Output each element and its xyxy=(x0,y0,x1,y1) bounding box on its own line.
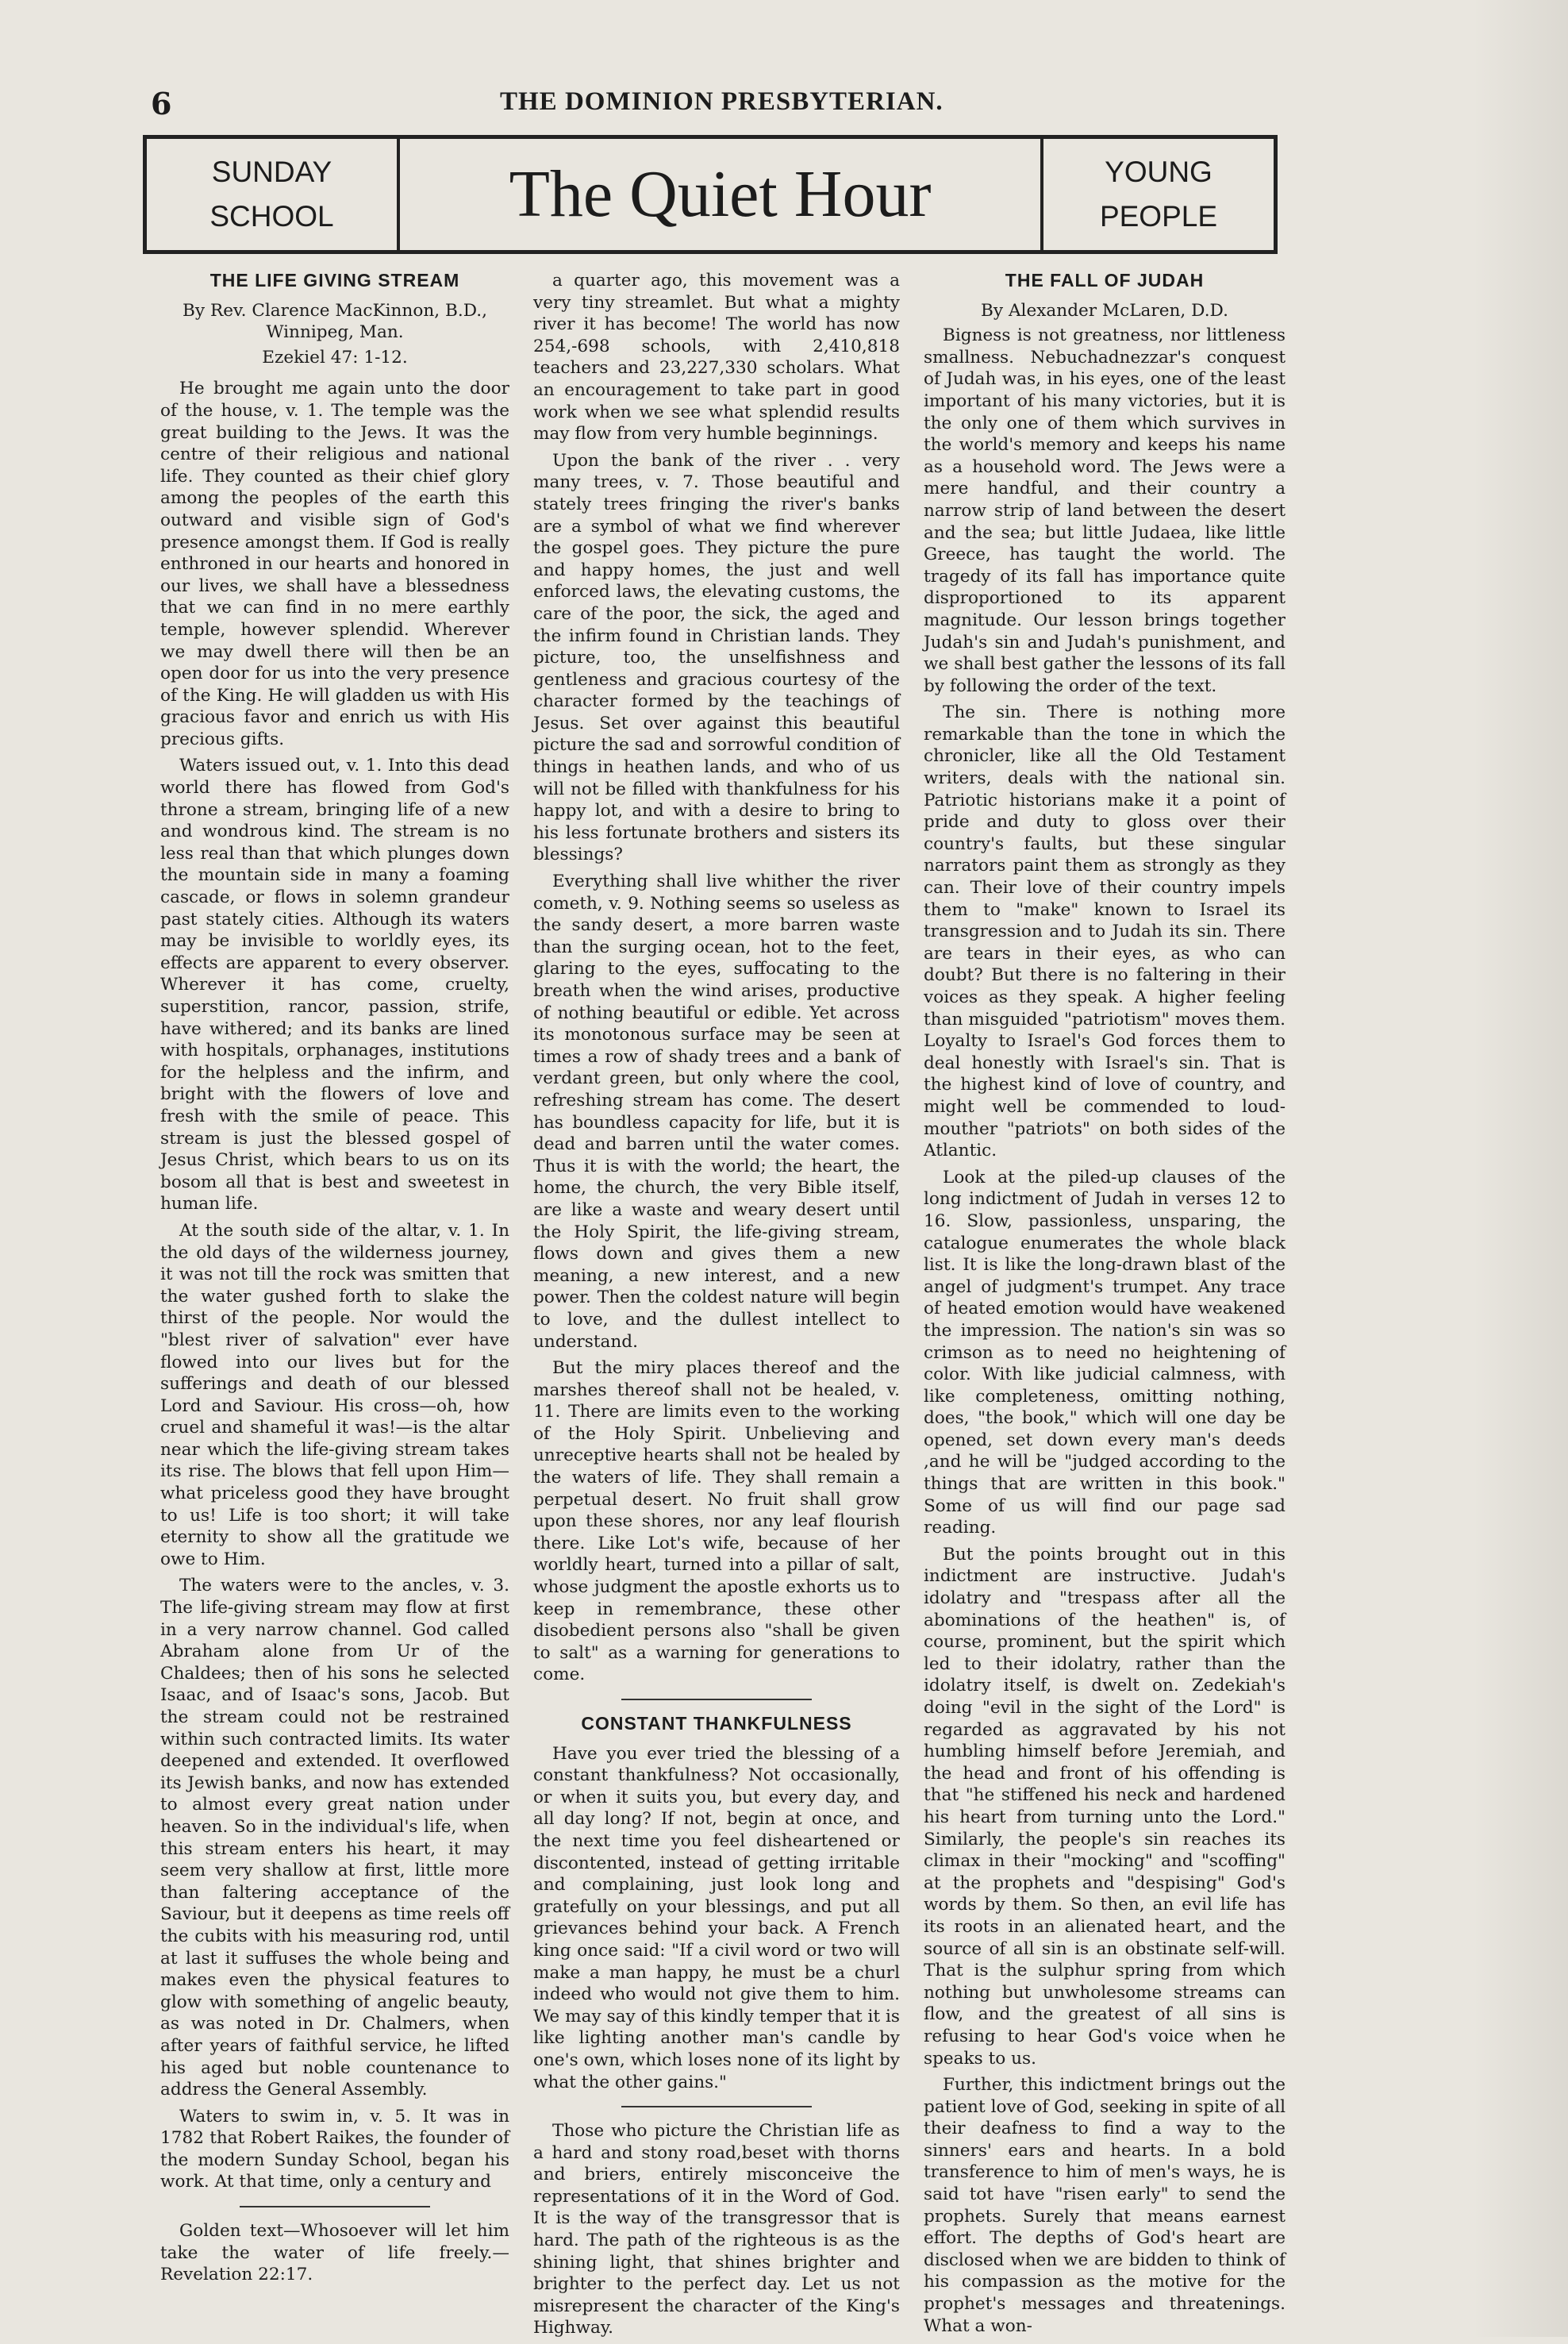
banner-left-line2: SCHOOL xyxy=(209,200,334,233)
banner-left-box xyxy=(147,139,400,250)
article-paragraph: At the south side of the altar, v. 1. In the old days of the wilderness journey, it was not till the rock was smitten that the water gushed forth to slake the thirst of the people. Nor would the "blest river of salvation" ever have flowed into our lives but for the sufferings and death of our blessed Lord and Saviour. His cross—oh, how cruel and shameful it was!—is the altar near which the life-giving stream takes its rise. The blows that fell upon Him—what priceless good they have brought to us! Life is too short; it will take eternity to show all the gratitude we owe to Him. xyxy=(160,1220,509,1569)
golden-text: Golden text—Whosoever will let him take the water of life freely.—Revelation 22:17. xyxy=(160,2221,509,2285)
banner-right-line1: YOUNG xyxy=(1105,156,1213,188)
section-banner xyxy=(143,135,1278,254)
running-head xyxy=(143,79,1309,127)
article-heading: THE FALL OF JUDAH xyxy=(1005,270,1205,291)
banner-right-line2: PEOPLE xyxy=(1099,200,1218,233)
article-paragraph: The sin. There is nothing more remarkable than the tone in which the chronicler, like all the Old Testament writers, deals with the national sin. Patriotic historians make it a point of pride and duty to gloss over their country's faults, but these singular narrators paint them as strongly as they can. Their love of their country impels them to "make" known to Israel its transgression and to Judah its sin. There are tears in their eyes, as who can doubt? But there is no faltering in their voices as they speak. A higher feeling than misguided "patriotism" moves them. Loyalty to Israel's God forces them to deal honestly with Israel's sin. That is the highest kind of love of country, and might well be commended to loud-mouther "patriots" on both sides of the Atlantic. xyxy=(924,702,1286,1161)
article-paragraph: Bigness is not greatness, nor littleness smallness. Nebuchadnezzar's conquest of Judah was, in his eyes, one of the least important of his many victories, but it is the only one of them which survives in the world's memory and keeps his name as a household word. The Jews were a mere handful, and their country a narrow strip of land between the desert and the sea; but little Judaea, like little Greece, has taught the world. The tragedy of its fall has importance quite disproportioned to its apparent magnitude. Our lesson brings together Judah's sin and Judah's punishment, and we shall best gather the lessons of its fall by following the order of the text. xyxy=(924,325,1286,696)
banner-left-line1: SUNDAY xyxy=(211,156,332,188)
column-right xyxy=(924,270,1286,2342)
divider xyxy=(621,1699,812,1700)
column-middle xyxy=(533,270,900,2344)
article-paragraph: Everything shall live whither the river cometh, v. 9. Nothing seems so useless as the sandy desert, a more barren waste than the surging ocean, hot to the feet, glaring to the eyes, suffocating to the breath when the wind arises, productive of nothing beautiful or edible. Yet across its monotonous surface may be seen at times a row of shady trees and a bank of verdant green, but only where the cool, refreshing stream has come. The desert has boundless capacity for life, but it is dead and barren until the water comes. Thus it is with the world; the heart, the home, the church, the very Bible itself, are like a waste and weary desert until the Holy Spirit, the life-giving stream, flows down and gives them a new meaning, a new interest, and a new power. Then the coldest nature will begin to love, and the dullest intellect to understand. xyxy=(533,872,900,1352)
banner-right-box xyxy=(1040,139,1274,250)
article-paragraph: Waters issued out, v. 1. Into this dead world there has flowed from God's throne a stream, bringing life of a new and wondrous kind. The stream is no less real than that which plunges down the mountain side in many a foaming cascade, or flows in solemn grandeur past stately cities. Although its waters may be invisible to worldly eyes, its effects are apparent to every observer. Wherever it has come, cruelty, superstition, rancor, passion, strife, have withered; and its banks are lined with hospitals, orphanages, institutions for the helpless and the infirm, and bright with the flowers of love and fresh with the smile of peace. This stream is just the blessed gospel of Jesus Christ, which bears to us on its bosom all that is best and sweetest in human life. xyxy=(160,756,509,1214)
scripture-reference: Ezekiel 47: 1-12. xyxy=(262,347,408,368)
article-heading: CONSTANT THANKFULNESS xyxy=(581,1713,852,1734)
article-paragraph: The waters were to the ancles, v. 3. The life-giving stream may flow at first in a very narrow channel. God called Abraham alone from Ur of the Chaldees; then of his sons he selected Isaac, and of Isaac's sons, Jacob. But the stream could not be restrained within such contracted limits. Its water deepened and extended. It overflowed its Jewish banks, and now has extended to almost every great nation under heaven. So in the individual's life, when this stream enters his heart, it may seem very shallow at first, little more than faltering acceptance of the Saviour, but it deepens as time reels off the cubits with his measuring rod, until at last it suffuses the whole being and makes even the physical features to glow with something of angelic beauty, as was noted in Dr. Chalmers, when after years of faithful service, he lifted his aged but noble countenance to address the General Assembly. xyxy=(160,1576,509,2100)
article-paragraph: Further, this indictment brings out the patient love of God, seeking in spite of all their deafness to find a way to the sinners' ears and hearts. In a bold transference to him of men's ways, he is said tot have "risen early" to send the prophets. Surely that means earnest effort. The depths of God's heart are disclosed when we are bidden to think of his compassion as the motive for the prophet's messages and threatenings. What a won- xyxy=(924,2075,1286,2336)
article-paragraph: He brought me again unto the door of the house, v. 1. The temple was the great building to the Jews. It was the centre of their religious and national life. They counted as their chief glory among the peoples of the earth this outward and visible sign of God's presence amongst them. If God is really enthroned in our hearts and honored in our lives, we shall have a blessedness that we can find in no mere earthly temple, however splendid. Wherever we may dwell there will then be an open door for us into the very presence of the King. He will gladden us with His gracious favor and enrich us with His precious gifts. xyxy=(160,379,509,749)
divider xyxy=(240,2206,430,2207)
article-paragraph: a quarter ago, this movement was a very tiny streamlet. But what a mighty river it has become! The world has now 254,-698 schools, with 2,410,818 teachers and 23,227,330 scholars. What an encouragement to take part in good work when we see what splendid results may flow from very humble beginnings. xyxy=(533,271,900,445)
banner-title: The Quiet Hour xyxy=(509,157,932,231)
article-byline: By Alexander McLaren, D.D. xyxy=(981,300,1228,321)
article-paragraph: But the points brought out in this indictment are instructive. Judah's idolatry and "trespass after all the abominations of the heathen" is, of course, prominent, but the spirit which led to their idolatry, rather than the idolatry itself, is dwelt on. Zedekiah's doing "evil in the sight of the Lord" is regarded as aggravated by his not humbling himself before Jeremiah, and the head and front of his offending is that "he stiffened his neck and hardened his heart from turning unto the Lord." Similarly, the people's sin reaches its climax in their "mocking" and "scoffing" at the prophets and "despising" God's words by them. So then, an evil life has its roots in an alienated heart, and the source of all sin is an obstinate self-will. That is the sulphur spring from which nothing but unwholesome streams can flow, and the greatest of all sins is refusing to hear God's voice when he speaks to us. xyxy=(924,1544,1286,2069)
article-paragraph: Those who picture the Christian life as a hard and stony road,beset with thorns and briers, entirely misconceive the representations of it in the Word of God. It is the way of the transgressor that is hard. The path of the righteous is as the shining light, that shines brighter and brighter to the perfect day. Let us not misrepresent the character of the King's Highway. xyxy=(533,2121,900,2338)
article-paragraph: Waters to swim in, v. 5. It was in 1782 that Robert Raikes, the founder of the modern Sunday School, began his work. At that time, only a century and xyxy=(160,2106,509,2192)
divider xyxy=(621,2106,812,2107)
article-paragraph: Have you ever tried the blessing of a constant thankfulness? Not occasionally, or when it suits you, but every day, and all day long? If not, begin at once, and the next time you feel disheartened or discontented, instead of getting irritable and complaining, just look long and gratefully on your blessings, and put all grievances behind your back. A French king once said: "If a civil word or two will make a man happy, he must be a churl indeed who would not give them to him. We may say of this kindly temper that it is like lighting another man's candle by one's own, which loses none of its light by what the other gains." xyxy=(533,1743,900,2092)
article-paragraph: But the miry places thereof and the marshes thereof shall not be healed, v. 11. There are limits even to the working of the Holy Spirit. Unbelieving and unreceptive hearts shall not be healed by the waters of life. They shall remain a perpetual desert. No fruit shall grow upon these shores, nor any leaf flourish there. Like Lot's wife, because of her worldly heart, turned into a pillar of salt, whose judgment the apostle exhorts us to keep in remembrance, these other disobedient persons also "shall be given to salt" as a warning for generations to come. xyxy=(533,1358,900,1685)
newspaper-title: THE DOMINION PRESBYTERIAN. xyxy=(500,87,943,116)
page-number: 6 xyxy=(151,86,172,121)
article-byline: By Rev. Clarence MacKinnon, B.D., Winnipeg, Man. xyxy=(183,300,487,343)
article-paragraph: Look at the piled-up clauses of the long indictment of Judah in verses 12 to 16. Slow, passionless, unsparing, the catalogue enumerates the whole black list. It is like the long-drawn blast of the angel of judgment's trumpet. Any trace of heated emotion would have weakened the impression. The nation's sin was so crimson as to need no heightening of color. With like judicial calmness, with like completeness, omitting nothing, does, "the book," which will one day be opened, set down every man's deeds ,and he will be "judged according to the things that are written in this book." Some of us will find our page sad reading. xyxy=(924,1167,1286,1538)
column-left xyxy=(160,270,509,2291)
scan-shadow xyxy=(1473,0,1568,2337)
article-heading: THE LIFE GIVING STREAM xyxy=(209,270,460,291)
article-paragraph: Upon the bank of the river . . very many trees, v. 7. Those beautiful and stately trees fringing the river's banks are a symbol of what we find wherever the gospel goes. They picture the pure and happy homes, the just and well enforced laws, the elevating customs, the care of the poor, the sick, the aged and the infirm found in Christian lands. They picture, too, the unselfishness and gentleness and gracious courtesy of the character formed by the teachings of Jesus. Set over against this beautiful picture the sad and sorrowful condition of things in heathen lands, and who of us will not be filled with thankfulness for his happy lot, and with a desire to bring to his less fortunate brothers and sisters its blessings? xyxy=(533,450,900,865)
